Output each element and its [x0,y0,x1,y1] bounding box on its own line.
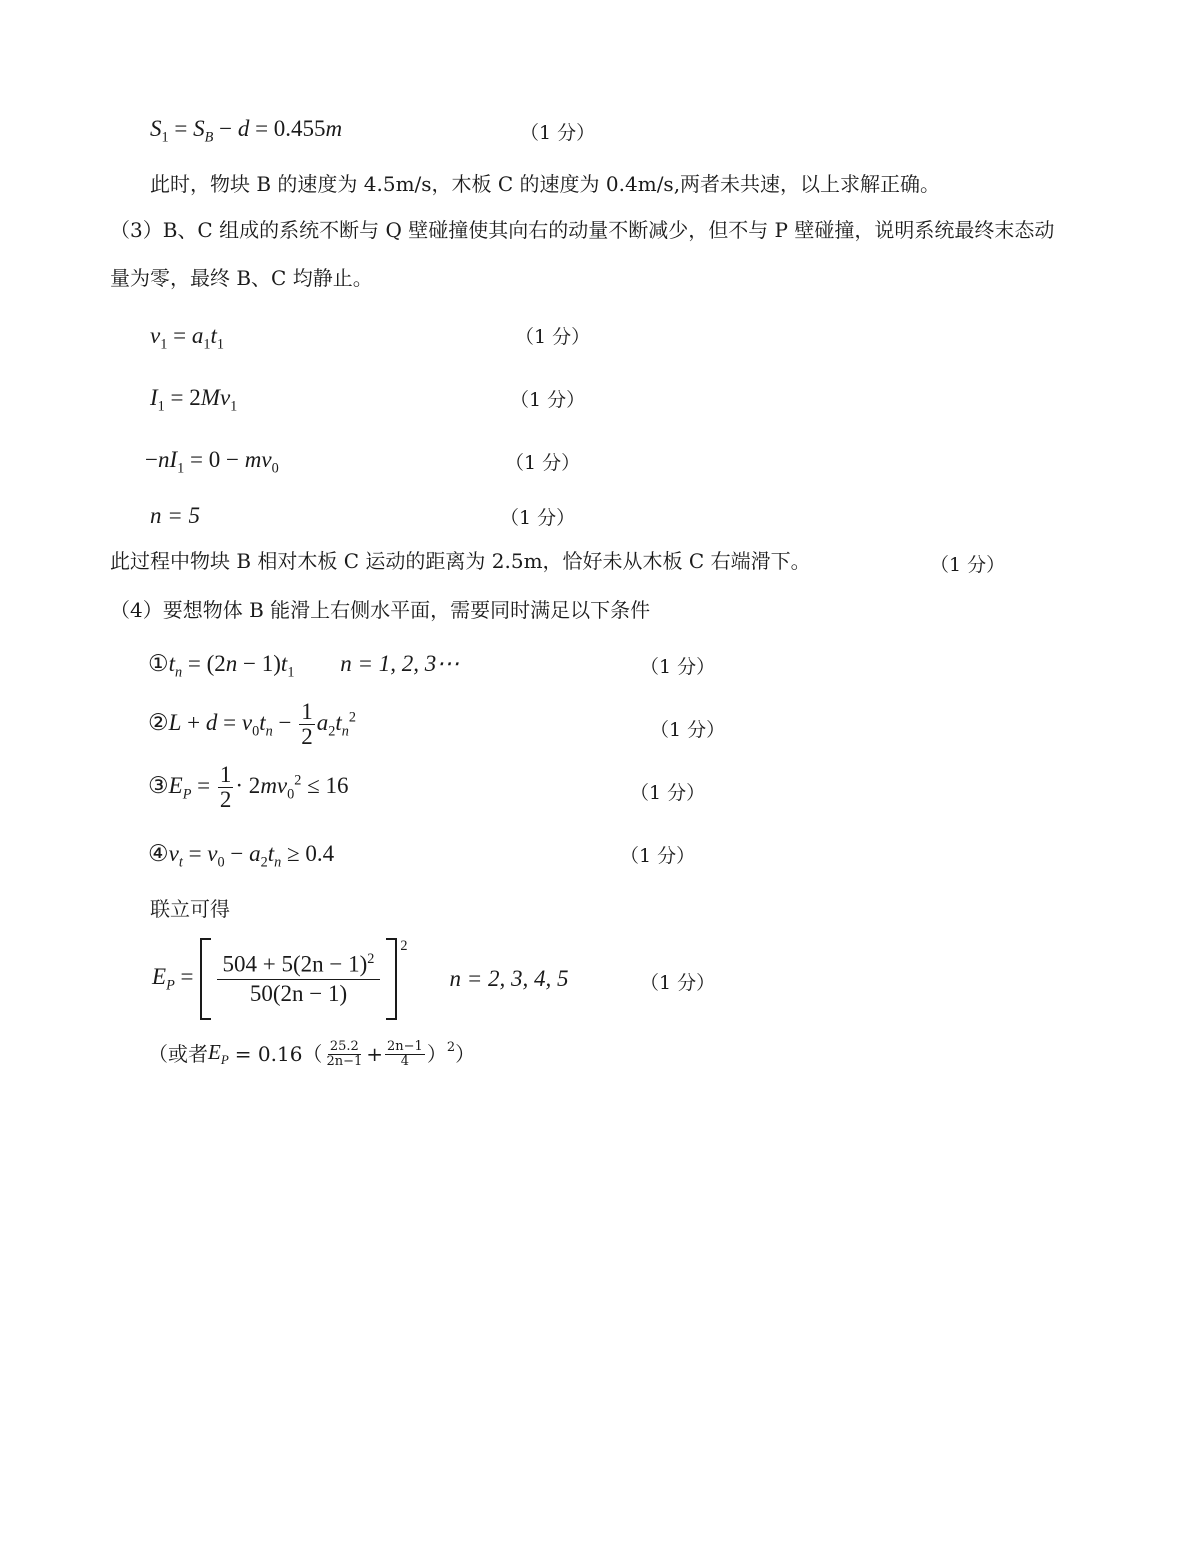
score-1: （1 分） [520,122,596,144]
score-2: （1 分） [515,326,591,348]
score-10: （1 分） [620,845,696,867]
equation-impulse: $-nI_1 = 0 - mv_0$ [145,447,279,477]
equation-s1: $S_1 = S_B - d = 0.455m$ [150,116,343,146]
condition-2: ②L + $d = v_0t_n$ − $\frac{1}{2}$ $a_2t_n^2$ [148,699,356,750]
right-bracket [386,938,397,1020]
condition-3: $③E_P$ = $\frac{1}{2}$ · $2mv_0^2 \le 16$ [148,762,349,813]
text-part4-intro: （4）要想物体 B 能滑上右侧水平面，需要同时满足以下条件 [110,598,651,622]
text-part3-line2: 量为零，最终 B、C 均静止。 [110,266,373,290]
score-7: （1 分） [640,656,716,678]
text-combine: 联立可得 [150,897,230,921]
score-11: （1 分） [640,972,716,994]
score-6: （1 分） [930,554,1006,576]
score-4: （1 分） [505,452,581,474]
equation-i1: $I_1 = 2Mv_1$ [150,385,238,415]
condition-4: $④v_t = v_0 - a_2t_n \ge 0.4$ [148,841,335,871]
score-8: （1 分） [650,719,726,741]
score-9: （1 分） [630,782,706,804]
text-speed-check: 此时，物块 B 的速度为 4.5m/s，木板 C 的速度为 0.4m/s,两者未共速，以上求解正确。 [150,172,941,196]
text-relative-distance: 此过程中物块 B 相对木板 C 运动的距离为 2.5m，恰好未从木板 C 右端滑下。 [110,549,811,573]
equation-ep-alt: （或者 $E_P$ = 0.16（ $\frac{25.2}{2n-1}$ + $\frac{2n-1}{4}$ ） $^2$ ） [148,1039,476,1069]
n-equals-5: n = 5 [150,503,201,528]
equation-ep-result: $E_P$ = $\frac{504 + 5(2n - 1)^2}{50(2n - 1)}$ $^2$ n = 2, 3, 4, 5 [152,938,569,1020]
score-3: （1 分） [510,389,586,411]
equation-n5 [150,502,200,530]
left-bracket [200,938,211,1020]
score-5: （1 分） [500,507,576,529]
condition-1: $①t_n = (2n - 1)t_1$ n = 1, 2, 3⋯ [148,651,460,681]
text-part3-line1: （3）B、C 组成的系统不断与 Q 壁碰撞使其向右的动量不断减少，但不与 P 壁碰撞，说明系统最终末态动 [110,218,1055,242]
equation-v1: $v_1 = a_1t_1$ [150,323,224,353]
